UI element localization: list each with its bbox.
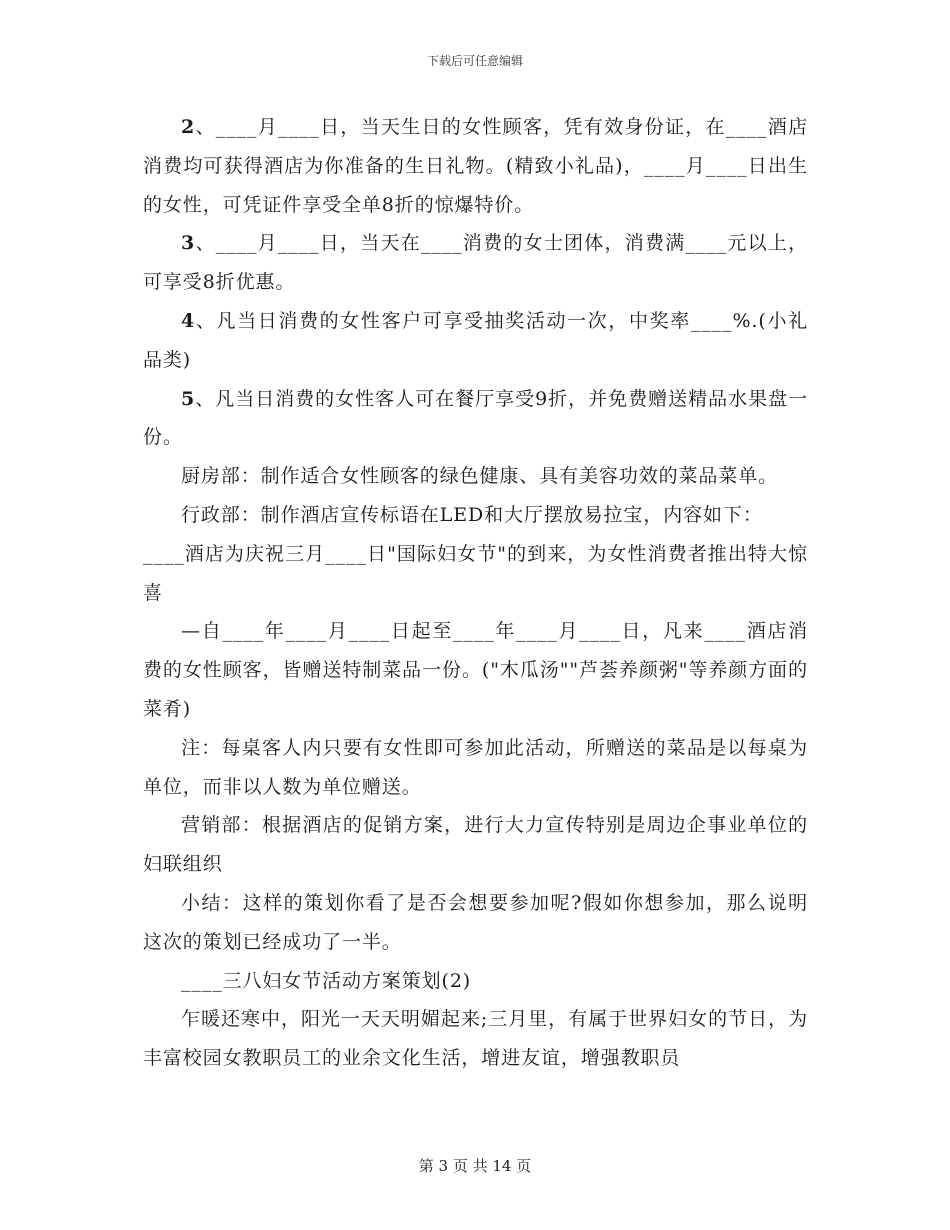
document-body	[143, 108, 808, 1078]
paragraph-kitchen: 厨房部：制作适合女性顾客的绿色健康、具有美容功效的菜品菜单。	[181, 465, 779, 488]
paragraph-slogan: ____酒店为庆祝三月____日"国际妇女节"的到来，为女性消费者推出特大惊喜	[143, 542, 808, 604]
paragraph-promo-period: —自____年____月____日起至____年____月____日，凡来____酒店消费的女性顾客，皆赠送特制菜品一份。("木瓜汤""芦荟养颜粥"等养颜方面的菜肴)	[143, 620, 808, 720]
paragraph-intro: 乍暖还寒中，阳光一天天明媚起来;三月里，有属于世界妇女的节日，为丰富校园女教职员工的业余文化生活，增进友谊，增强教职员	[143, 1008, 808, 1070]
item-number: 4	[181, 309, 196, 332]
paragraph-item-5	[143, 380, 808, 458]
page-number: 第 3 页 共 14 页	[418, 1157, 532, 1175]
page-header-note: 下载后可任意编辑	[426, 54, 523, 68]
paragraph-text: 、____月____日，当天在____消费的女士团体，消费满____元以上，可享受8折优惠。	[143, 232, 808, 294]
paragraph-item-3	[143, 224, 808, 302]
paragraph-text: 、凡当日消费的女性客人可在餐厅享受9折，并免费赠送精品水果盘一份。	[143, 387, 808, 449]
item-number: 2	[181, 116, 196, 138]
paragraph-item-4	[143, 302, 808, 380]
paragraph-text: 、____月____日，当天生日的女性顾客，凭有效身份证，在____酒店消费均可获得酒店为你准备的生日礼物。(精致小礼品)，____月____日出生的女性，可凭证件享受全单8折的惊爆特价。	[143, 116, 808, 216]
paragraph-marketing: 营销部：根据酒店的促销方案，进行大力宣传特别是周边企事业单位的妇联组织	[143, 814, 808, 876]
item-number: 5	[181, 387, 196, 410]
section-title: ____三八妇女节活动方案策划(2)	[181, 969, 472, 992]
paragraph-text: 、凡当日消费的女性客户可享受抽奖活动一次，中奖率____%.(小礼品类)	[143, 309, 808, 371]
paragraph-note: 注：每桌客人内只要有女性即可参加此活动，所赠送的菜品是以每桌为单位，而非以人数为单位赠送。	[143, 736, 808, 798]
item-number: 3	[181, 232, 196, 255]
paragraph-admin: 行政部：制作酒店宣传标语在LED和大厅摆放易拉宝，内容如下：	[181, 503, 763, 526]
paragraph-item-2	[143, 108, 808, 224]
paragraph-summary: 小结：这样的策划你看了是否会想要参加呢?假如你想参加，那么说明这次的策划已经成功了一半。	[143, 891, 808, 953]
